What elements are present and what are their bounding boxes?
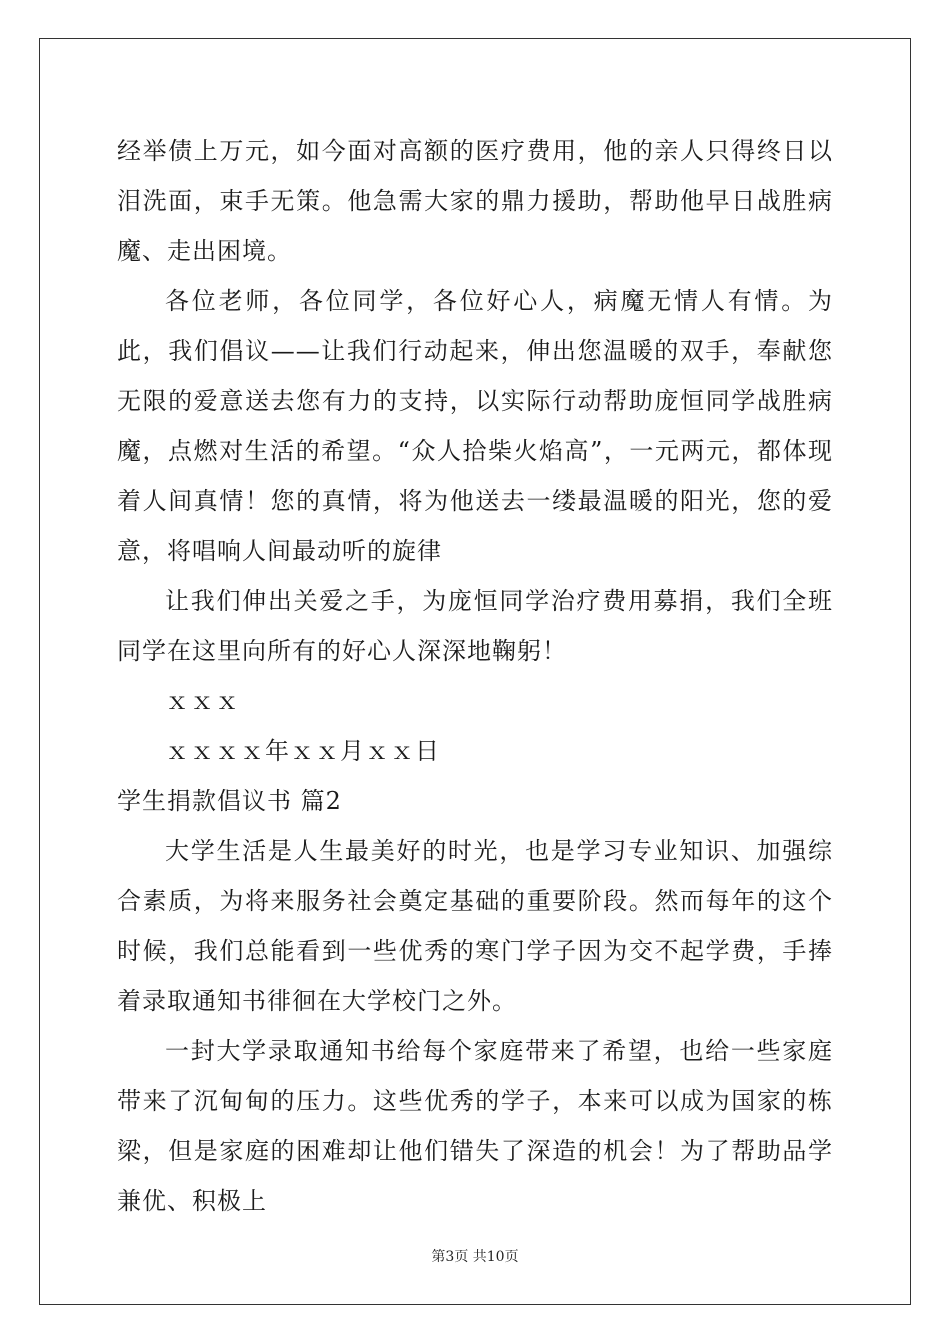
section-paragraph-2: 一封大学录取通知书给每个家庭带来了希望，也给一些家庭带来了沉甸甸的压力。这些优秀的学子，本来可以成为国家的栋梁，但是家庭的困难却让他们错失了深造的机会！为了帮助品学兼优、积极上 [117, 1037, 833, 1215]
document-body [117, 126, 833, 1226]
paragraph-1: 经举债上万元，如今面对高额的医疗费用，他的亲人只得终日以泪洗面，束手无策。他急需大家的鼎力援助，帮助他早日战胜病魔、走出困境。 [117, 137, 833, 265]
paragraph-2: 各位老师，各位同学，各位好心人，病魔无情人有情。为此，我们倡议——让我们行动起来，伸出您温暖的双手，奉献您无限的爱意送去您有力的支持，以实际行动帮助庞恒同学战胜病魔，点燃对生活的希望。“众人拾柴火焰高”，一元两元，都体现着人间真情！您的真情，将为他送去一缕最温暖的阳光，您的爱意，将唱响人间最动听的旋律 [117, 287, 833, 565]
signature: ｘｘｘ [165, 687, 240, 715]
paragraph-3: 让我们伸出关爱之手，为庞恒同学治疗费用募捐，我们全班同学在这里向所有的好心人深深地鞠躬！ [117, 587, 833, 665]
page-footer: 第3页 共10页 [431, 1249, 519, 1265]
section-paragraph-1: 大学生活是人生最美好的时光，也是学习专业知识、加强综合素质，为将来服务社会奠定基础的重要阶段。然而每年的这个时候，我们总能看到一些优秀的寒门学子因为交不起学费，手捧着录取通知书徘徊在大学校门之外。 [117, 837, 833, 1015]
signature-date: ｘｘｘｘ年ｘｘ月ｘｘ日 [165, 737, 440, 765]
section-title: 学生捐款倡议书 篇2 [117, 787, 342, 815]
